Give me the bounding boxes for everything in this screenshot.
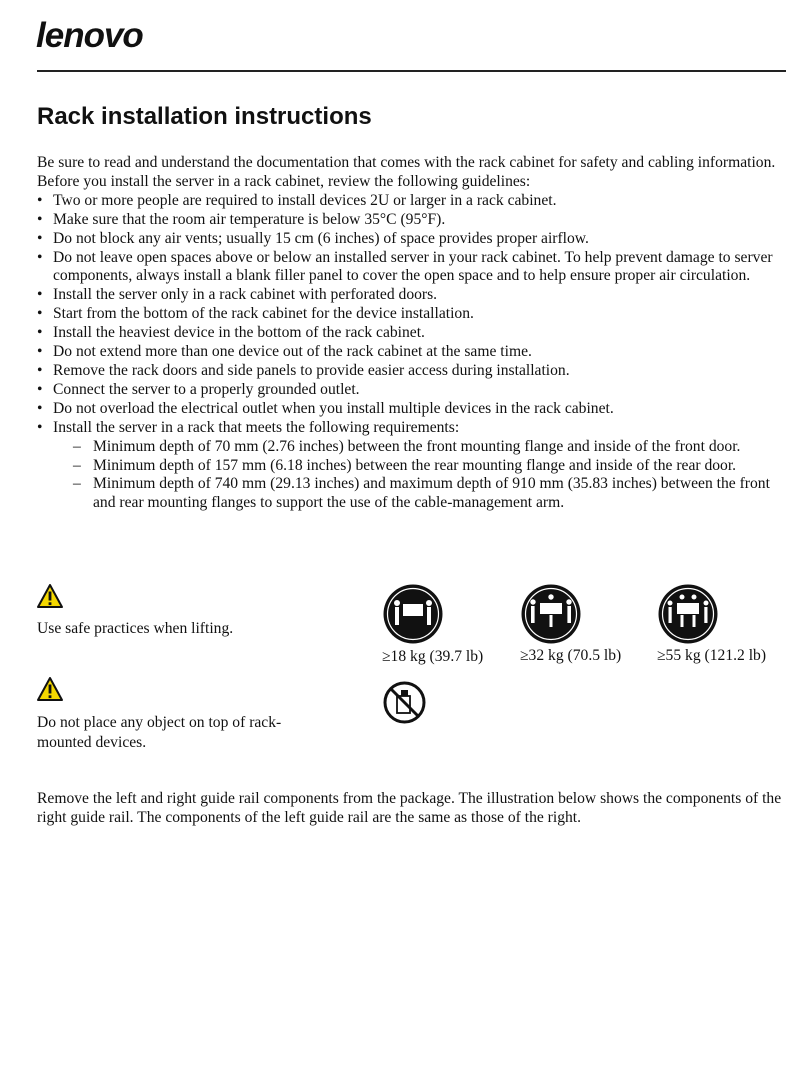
requirement-item: – Minimum depth of 157 mm (6.18 inches) between the rear mounting flange and inside of the rear door. bbox=[73, 457, 779, 476]
guideline-item: • Make sure that the room air temperature is below 35°C (95°F). bbox=[37, 211, 779, 230]
guideline-item: • Do not extend more than one device out of the rack cabinet at the same time. bbox=[37, 343, 779, 362]
guideline-item: • Two or more people are required to install devices 2U or larger in a rack cabinet. bbox=[37, 192, 779, 211]
weight-label-32kg: ≥32 kg (70.5 lb) bbox=[520, 647, 622, 664]
intro-paragraph: Be sure to read and understand the documentation that comes with the rack cabinet for safety and cabling information. Before you install the server in a rack cabinet, review the following guidelines: bbox=[37, 154, 776, 190]
page-title: Rack installation instructions bbox=[37, 103, 372, 130]
guideline-item-text: Install the server in a rack that meets the following requirements: bbox=[53, 418, 460, 436]
three-person-lift-icon bbox=[520, 583, 582, 645]
requirement-item: – Minimum depth of 70 mm (2.76 inches) between the front mounting flange and inside of the front door. bbox=[73, 438, 779, 457]
top-placement-warning: Do not place any object on top of rack-mounted devices. bbox=[37, 714, 282, 751]
guideline-item: • Install the heaviest device in the bottom of the rack cabinet. bbox=[37, 324, 779, 343]
requirement-item: – Minimum depth of 740 mm (29.13 inches) and maximum depth of 910 mm (35.83 inches) between the front and rear mounting flanges to support the use of the cable-management arm. bbox=[73, 475, 779, 513]
lenovo-logo: lenovo bbox=[36, 16, 143, 55]
guideline-item: • Do not leave open spaces above or below an installed server in your rack cabinet. To help prevent damage to server components, always install a blank filler panel to cover the open space and to help ensure proper air circulation. bbox=[37, 249, 779, 287]
guideline-item bbox=[37, 419, 779, 514]
weight-label-18kg: ≥18 kg (39.7 lb) bbox=[382, 648, 484, 665]
guideline-item: • Do not overload the electrical outlet when you install multiple devices in the rack cabinet. bbox=[37, 400, 779, 419]
guideline-list bbox=[37, 192, 779, 513]
guideline-item: • Start from the bottom of the rack cabinet for the device installation. bbox=[37, 305, 779, 324]
four-person-lift-icon bbox=[657, 583, 719, 645]
lifting-warning: Use safe practices when lifting. bbox=[37, 620, 234, 637]
guideline-item: • Remove the rack doors and side panels to provide easier access during installation. bbox=[37, 362, 779, 381]
guideline-item: • Install the server only in a rack cabinet with perforated doors. bbox=[37, 286, 779, 305]
caution-triangle-icon bbox=[36, 583, 64, 609]
closing-paragraph: Remove the left and right guide rail components from the package. The illustration below shows the components of the right guide rail. The components of the left guide rail are the same as those of the right. bbox=[37, 790, 782, 826]
guidelines-section bbox=[37, 154, 779, 513]
header-rule bbox=[37, 70, 786, 72]
requirement-list bbox=[53, 438, 779, 514]
weight-label-55kg: ≥55 kg (121.2 lb) bbox=[657, 647, 767, 664]
caution-triangle-icon bbox=[36, 676, 64, 702]
guideline-item: • Do not block any air vents; usually 15 cm (6 inches) of space provides proper airflow. bbox=[37, 230, 779, 249]
guideline-item: • Connect the server to a properly grounded outlet. bbox=[37, 381, 779, 400]
two-person-lift-icon bbox=[382, 583, 444, 645]
no-objects-on-top-icon bbox=[383, 681, 426, 724]
